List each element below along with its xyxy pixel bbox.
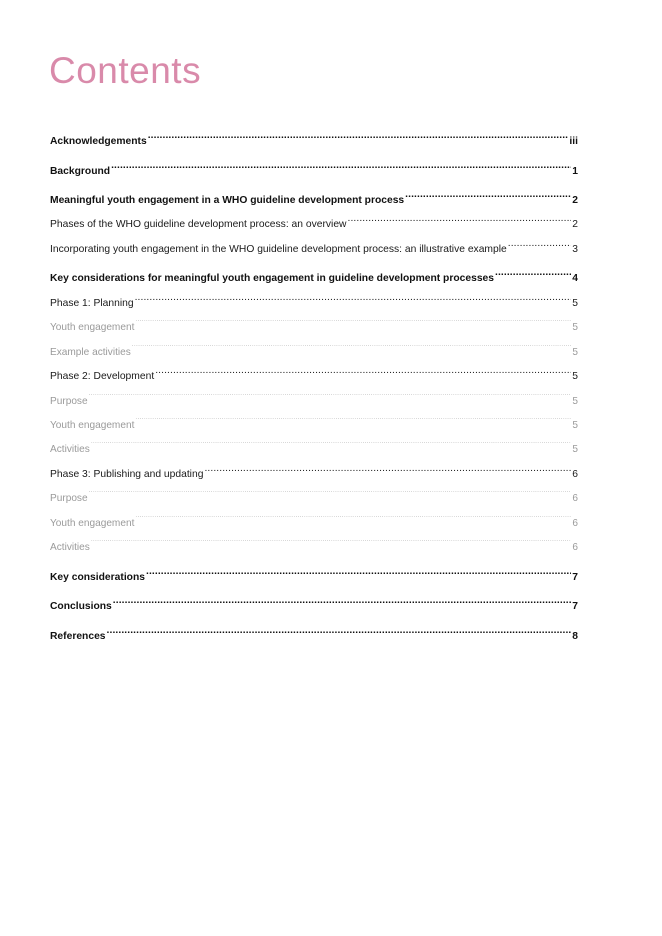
toc-label: Phases of the WHO guideline development process: an overview <box>50 219 347 230</box>
toc-label: Phase 1: Planning <box>50 298 134 309</box>
toc-entry-acknowledgements[interactable] <box>50 130 578 149</box>
page-title: Contents <box>49 50 202 91</box>
toc-entry-background[interactable] <box>50 160 578 179</box>
toc-page-number: 7 <box>572 601 578 612</box>
toc-entry-key-considerations[interactable] <box>50 566 578 585</box>
toc-page-number: 5 <box>572 371 578 382</box>
toc-entry-meaningful-youth-engagement[interactable] <box>50 189 578 208</box>
dot-leader <box>132 341 572 355</box>
toc-page-number: 5 <box>572 444 578 455</box>
toc-entry-phase-2-activities[interactable] <box>50 438 578 457</box>
dot-leader <box>508 238 572 252</box>
toc-page-number: 8 <box>572 631 578 642</box>
toc-entry-phase-1[interactable] <box>50 292 578 311</box>
toc-label: Youth engagement <box>50 518 135 529</box>
toc-label: Youth engagement <box>50 322 135 333</box>
toc-label: Purpose <box>50 493 88 504</box>
dot-leader <box>89 487 572 501</box>
dot-leader <box>405 189 571 203</box>
toc-entry-phase-3-youth-engagement[interactable] <box>50 512 578 531</box>
dot-leader <box>148 130 569 144</box>
dot-leader <box>89 390 572 404</box>
dot-leader <box>111 160 571 174</box>
toc-page-number: 6 <box>572 542 578 553</box>
dot-leader <box>113 595 571 609</box>
toc-page-number: 4 <box>572 273 578 284</box>
toc-page-number: 3 <box>572 244 578 255</box>
toc-page-number: 6 <box>572 493 578 504</box>
dot-leader <box>347 213 571 227</box>
toc-page-number: 2 <box>572 219 578 230</box>
toc-label: Acknowledgements <box>50 136 147 147</box>
dot-leader <box>155 365 571 379</box>
toc-label: Phase 3: Publishing and updating <box>50 469 204 480</box>
dot-leader <box>495 267 571 281</box>
dot-leader <box>91 438 572 452</box>
dot-leader <box>135 512 571 526</box>
toc-page-number: 6 <box>572 469 578 480</box>
toc-entry-phase-2[interactable] <box>50 365 578 384</box>
toc-page-number: 5 <box>572 420 578 431</box>
toc-label: Activities <box>50 444 90 455</box>
toc-entry-phase-3-purpose[interactable] <box>50 487 578 506</box>
toc-page-number: 2 <box>572 195 578 206</box>
dot-leader <box>91 536 572 550</box>
toc-entry-illustrative-example[interactable] <box>50 238 578 257</box>
toc-page-number: 1 <box>572 166 578 177</box>
dot-leader <box>135 292 572 306</box>
toc-entry-phase-2-purpose[interactable] <box>50 390 578 409</box>
toc-page-number: 5 <box>572 347 578 358</box>
toc-entry-phase-1-youth-engagement[interactable] <box>50 316 578 335</box>
toc-page-number: 5 <box>572 322 578 333</box>
toc-page-number: 5 <box>572 396 578 407</box>
toc-entry-phase-3-activities[interactable] <box>50 536 578 555</box>
toc-entry-references[interactable] <box>50 625 578 644</box>
dot-leader <box>135 316 571 330</box>
toc-page-number: 6 <box>572 518 578 529</box>
dot-leader <box>146 566 571 580</box>
toc-label: Conclusions <box>50 601 112 612</box>
dot-leader <box>204 463 571 477</box>
toc-label: Purpose <box>50 396 88 407</box>
toc-label: Activities <box>50 542 90 553</box>
toc-label: Example activities <box>50 347 131 358</box>
toc-label: Youth engagement <box>50 420 135 431</box>
toc-label: Key considerations <box>50 572 145 583</box>
dot-leader <box>135 414 571 428</box>
toc-label: Phase 2: Development <box>50 371 155 382</box>
toc-label: Background <box>50 166 111 177</box>
toc-page-number: 7 <box>572 572 578 583</box>
toc-label: Key considerations for meaningful youth engagement in guideline development processes <box>50 273 494 284</box>
toc-entry-phase-3[interactable] <box>50 463 578 482</box>
toc-entry-phase-2-youth-engagement[interactable] <box>50 414 578 433</box>
toc-entry-phases-overview[interactable] <box>50 213 578 232</box>
toc-page-number: 5 <box>572 298 578 309</box>
dot-leader <box>107 625 572 639</box>
toc-entry-conclusions[interactable] <box>50 595 578 614</box>
toc-page-number: iii <box>569 136 578 147</box>
toc-entry-phase-1-example-activities[interactable] <box>50 341 578 360</box>
toc-label: References <box>50 631 106 642</box>
toc-entry-key-considerations-processes[interactable] <box>50 267 578 286</box>
toc-label: Incorporating youth engagement in the WHO guideline development process: an illustrative example <box>50 244 507 255</box>
toc-label: Meaningful youth engagement in a WHO guideline development process <box>50 195 405 206</box>
